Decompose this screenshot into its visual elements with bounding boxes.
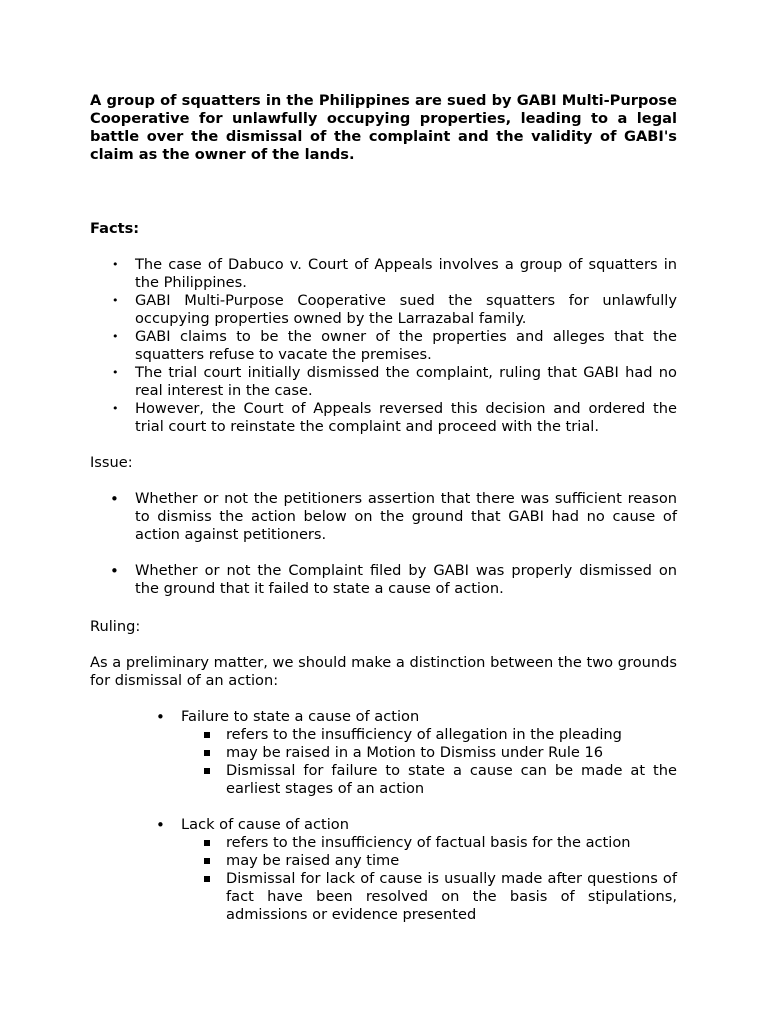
list-item — [90, 708, 677, 798]
list-item — [181, 762, 677, 798]
fact-text: GABI claims to be the owner of the properties and alleges that the squatters refuse to vacate the premises. — [135, 328, 677, 363]
bullet-icon: • — [112, 402, 119, 415]
square-bullet-icon — [204, 750, 210, 756]
list-item — [90, 400, 677, 436]
list-item — [181, 870, 677, 924]
bullet-icon: • — [110, 490, 119, 508]
issue-heading: Issue: — [90, 454, 133, 471]
issue-text: Whether or not the Complaint filed by GABI was properly dismissed on the ground that it failed to state a cause of action. — [135, 562, 677, 597]
point-text: may be raised in a Motion to Dismiss under Rule 16 — [226, 744, 604, 761]
document-page — [90, 92, 677, 923]
list-item — [90, 292, 677, 328]
fact-text: The trial court initially dismissed the complaint, ruling that GABI had no real interest in the case. — [135, 364, 677, 399]
issue-text: Whether or not the petitioners assertion that there was sufficient reason to dismiss the action below on the ground that GABI had no cause of action against petitioners. — [135, 490, 677, 543]
list-item — [90, 490, 677, 544]
square-bullet-icon — [204, 840, 210, 846]
bullet-icon: • — [156, 708, 165, 726]
bullet-icon: • — [156, 816, 165, 834]
ground-points — [181, 834, 677, 924]
list-item — [90, 562, 677, 598]
list-item — [181, 852, 677, 870]
list-item — [90, 816, 677, 924]
point-text: refers to the insufficiency of factual basis for the action — [226, 834, 631, 851]
case-summary: A group of squatters in the Philippines are sued by GABI Multi-Purpose Cooperative for unlawfully occupying properties, leading to a legal battle over the dismissal of the complaint and the validity of GABI's claim as the owner of the lands. — [90, 92, 677, 163]
facts-list — [90, 256, 677, 436]
ruling-heading: Ruling: — [90, 618, 141, 635]
bullet-icon: • — [112, 294, 119, 307]
square-bullet-icon — [204, 858, 210, 864]
square-bullet-icon — [204, 768, 210, 774]
ruling-intro: As a preliminary matter, we should make a distinction between the two grounds for dismissal of an action: — [90, 654, 677, 689]
ground-title: Failure to state a cause of action — [181, 708, 420, 725]
grounds-list — [90, 708, 677, 942]
list-item — [90, 364, 677, 400]
fact-text: GABI Multi-Purpose Cooperative sued the squatters for unlawfully occupying properties owned by the Larrazabal family. — [135, 292, 677, 327]
list-item — [181, 744, 677, 762]
bullet-icon: • — [110, 562, 119, 580]
bullet-icon: • — [112, 330, 119, 343]
point-text: Dismissal for lack of cause is usually made after questions of fact have been resolved on the basis of stipulations, admissions or evidence presented — [226, 870, 677, 923]
list-item — [90, 256, 677, 292]
square-bullet-icon — [204, 876, 210, 882]
fact-text: However, the Court of Appeals reversed this decision and ordered the trial court to reinstate the complaint and proceed with the trial. — [135, 400, 677, 435]
facts-heading: Facts: — [90, 220, 140, 237]
point-text: Dismissal for failure to state a cause can be made at the earliest stages of an action — [226, 762, 677, 797]
list-item — [181, 726, 677, 744]
bullet-icon: • — [112, 258, 119, 271]
list-item — [181, 834, 677, 852]
bullet-icon: • — [112, 366, 119, 379]
list-item — [90, 328, 677, 364]
point-text: refers to the insufficiency of allegation in the pleading — [226, 726, 622, 743]
point-text: may be raised any time — [226, 852, 400, 869]
square-bullet-icon — [204, 732, 210, 738]
fact-text: The case of Dabuco v. Court of Appeals involves a group of squatters in the Philippines. — [135, 256, 677, 291]
issue-list — [90, 490, 677, 616]
ground-title: Lack of cause of action — [181, 816, 349, 833]
ground-points — [181, 726, 677, 798]
